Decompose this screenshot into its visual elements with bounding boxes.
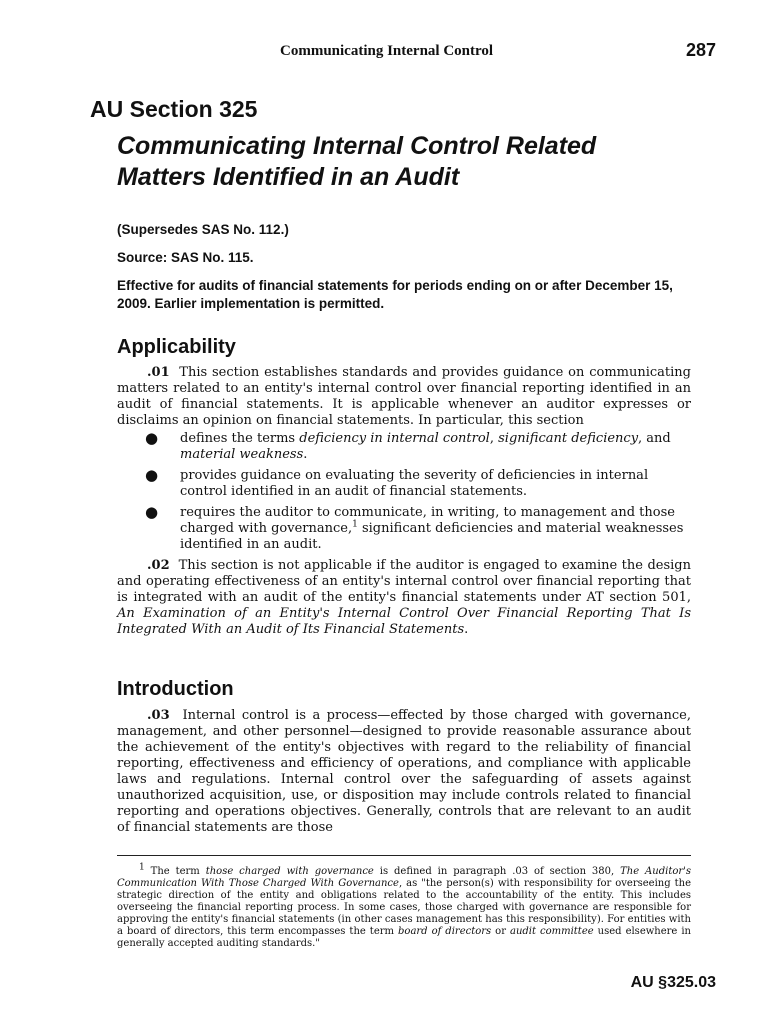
document-title (117, 131, 717, 193)
paragraph-text: This section establishes standards and provides guidance on communicating matters related to an entity's internal control over financial reporting identified in an audit of financial statements. It is applicable whenever an auditor expresses or disclaims an opinion on financial statements. In particular, this section (117, 365, 691, 428)
section-label: AU Section 325 (90, 96, 258, 122)
bullet-icon: ● (145, 429, 159, 447)
running-head-title: Communicating Internal Control (280, 43, 494, 59)
bullet-text: , (489, 431, 499, 446)
footnote-marker: 1 (139, 862, 145, 873)
footnote-term: audit committee (509, 926, 594, 937)
footnote-ref[interactable]: 1 (352, 519, 358, 530)
page-number: 287 (685, 40, 716, 60)
defined-term: deficiency in internal control (299, 431, 490, 446)
bullet-text: significant deficiencies and material weaknesses identified in an audit. (180, 521, 684, 552)
paragraph-text: Internal control is a process—effected by those charged with governance, management, and other personnel—designed to provide reasonable assurance about the achievement of the entity's objectives with regard to the reliability of financial reporting, effectiveness and efficiency of operations, and compliance with applicable laws and regulations. Internal control over the safeguarding of assets against unauthorized acquisition, use, or disposition may include controls related to financial reporting and operations objectives. Generally, controls that are relevant to an audit of financial statements are those (117, 708, 691, 835)
supersedes-note: (Supersedes SAS No. 112.) (117, 222, 289, 237)
footnote-text: , as "the person(s) with responsibility for overseeing the strategic direction of the entity and obligations related to the accountability of the entity. This includes overseeing the financial reporting process. In some cases, those charged with governance are responsible for approving the entity's financial statements (in other cases management has this responsibility). For entities with a board of directors, this term encompasses the term (117, 878, 692, 937)
bullet-text: . (303, 447, 308, 462)
footnote-text: The term (144, 866, 206, 877)
applicability-body (117, 365, 691, 638)
defined-term: material weakness (180, 447, 304, 462)
paragraph-number: .02 (147, 558, 170, 573)
effective-date-note: Effective for audits of financial statements for periods ending on or after December 15, 2009. Earlier implementation is permitted. (117, 278, 673, 311)
bullet-text: requires the auditor to communicate, in writing, to management and those charged with governance, (180, 505, 675, 536)
bullet-text: , and (638, 431, 671, 446)
heading-introduction: Introduction (117, 678, 234, 700)
paragraph-03 (117, 708, 691, 836)
document-meta (117, 221, 697, 313)
paragraph-number: .01 (147, 365, 170, 380)
footnote-text: or (491, 926, 510, 937)
bullet-list (117, 431, 691, 553)
source-note: Source: SAS No. 115. (117, 250, 254, 265)
title-line-1: Communicating Internal Control Related (117, 132, 597, 160)
defined-term: significant deficiency (498, 431, 639, 446)
list-item (117, 468, 691, 500)
paragraph-02 (117, 558, 691, 638)
footnote-text: used elsewhere in generally accepted auditing standards." (117, 926, 691, 949)
paragraph-number: .03 (147, 708, 170, 723)
footer-section-ref: AU §325.03 (630, 974, 716, 991)
footnote-term: those charged with governance (205, 866, 374, 877)
footnote-divider (117, 855, 691, 856)
heading-applicability: Applicability (117, 336, 236, 358)
title-line-2: Matters Identified in an Audit (117, 163, 460, 191)
running-head (0, 40, 768, 64)
bullet-icon: ● (145, 503, 159, 521)
bullet-text: defines the terms (180, 431, 300, 446)
paragraph-text: This section is not applicable if the auditor is engaged to examine the design and operating effectiveness of an entity's internal control over financial reporting that is integrated with an audit of the entity's financial statements under AT section 501, (117, 558, 692, 605)
list-item (117, 505, 691, 553)
paragraph-text: . (464, 622, 469, 637)
bullet-icon: ● (145, 466, 159, 484)
footnote-term: board of directors (398, 926, 492, 937)
bullet-text: provides guidance on evaluating the severity of deficiencies in internal control identified in an audit of financial statements. (180, 468, 649, 499)
introduction-body (117, 708, 691, 836)
list-item (117, 431, 691, 463)
footnote-text: is defined in paragraph .03 of section 380, (373, 866, 621, 877)
paragraph-01 (117, 365, 691, 429)
cited-title: An Examination of an Entity's Internal Control Over Financial Reporting That Is Integrated With an Audit of Its Financial Statements (117, 606, 691, 637)
footnote-term: The Auditor's Communication With Those Charged With Governance (117, 866, 692, 889)
footnote (117, 862, 692, 950)
